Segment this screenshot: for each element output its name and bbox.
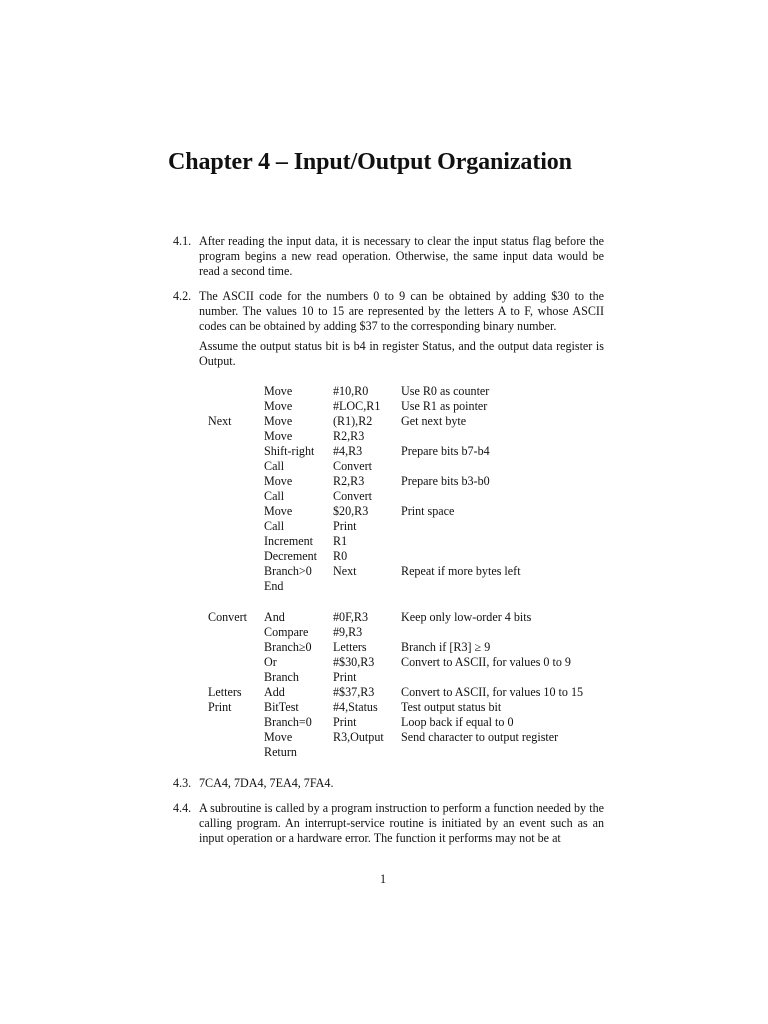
problem-paragraph: The ASCII code for the numbers 0 to 9 can be obtained by adding $30 to the number. The values 10 to 15 are represented by the letters A to F, whose ASCII codes can be obtained by adding $37 to the corresponding binary number. [199, 289, 604, 333]
code-operands: Print [333, 715, 357, 729]
code-operands: #9,R3 [333, 625, 363, 639]
code-opcode: Increment [264, 534, 314, 548]
code-operands: Letters [333, 640, 367, 654]
problem-number: 4.1. [173, 234, 192, 248]
code-label: Letters [208, 685, 242, 699]
code-comment: Send character to output register [401, 730, 559, 744]
code-opcode: Call [264, 459, 285, 473]
code-opcode: Branch=0 [264, 715, 312, 729]
code-opcode: Move [264, 730, 293, 744]
code-comment: Loop back if equal to 0 [401, 715, 514, 729]
code-operands: #$37,R3 [333, 685, 375, 699]
problem-paragraph: After reading the input data, it is necessary to clear the input status flag before the program begins a new read operation. Otherwise, the same input data would be read a second time. [199, 234, 604, 278]
code-opcode: Compare [264, 625, 309, 639]
code-comment: Use R1 as pointer [401, 399, 488, 413]
code-comment: Branch if [R3] ≥ 9 [401, 640, 491, 654]
problem-number: 4.4. [173, 801, 192, 815]
code-operands: R2,R3 [333, 474, 365, 488]
code-operands: #4,Status [333, 700, 378, 714]
code-operands: Print [333, 519, 357, 533]
code-opcode: Branch≥0 [264, 640, 312, 654]
code-comment: Repeat if more bytes left [401, 564, 521, 578]
code-operands: #4,R3 [333, 444, 363, 458]
code-label: Print [208, 700, 232, 714]
page-number: 1 [380, 872, 387, 886]
code-operands: #LOC,R1 [333, 399, 381, 413]
code-operands: Convert [333, 459, 372, 473]
code-comment: Test output status bit [401, 700, 502, 714]
problem-paragraph: A subroutine is called by a program instruction to perform a function needed by the calling program. An interrupt-service routine is initiated by an event such as an input operation or a hardware error. The function it performs may not be at [199, 801, 604, 845]
problem-body [199, 289, 604, 369]
code-comment: Keep only low-order 4 bits [401, 610, 532, 624]
code-comment: Print space [401, 504, 455, 518]
problem-body [199, 776, 604, 791]
code-operands: #10,R0 [333, 384, 369, 398]
problem-number: 4.3. [173, 776, 192, 790]
code-comment: Prepare bits b3-b0 [401, 474, 490, 488]
code-opcode: BitTest [264, 700, 299, 714]
code-operands: (R1),R2 [333, 414, 373, 428]
code-operands: R0 [333, 549, 348, 563]
code-opcode: Move [264, 504, 293, 518]
code-opcode: Call [264, 519, 285, 533]
code-comment: Prepare bits b7-b4 [401, 444, 490, 458]
code-opcode: And [264, 610, 285, 624]
code-operands: Convert [333, 489, 372, 503]
code-comment: Get next byte [401, 414, 467, 428]
code-label: Next [208, 414, 232, 428]
code-opcode: End [264, 579, 284, 593]
code-comment: Convert to ASCII, for values 0 to 9 [401, 655, 571, 669]
code-operands: #0F,R3 [333, 610, 368, 624]
code-operands: $20,R3 [333, 504, 369, 518]
code-opcode: Decrement [264, 549, 318, 563]
code-opcode: Move [264, 414, 293, 428]
code-opcode: Branch>0 [264, 564, 312, 578]
code-comment: Convert to ASCII, for values 10 to 15 [401, 685, 584, 699]
code-opcode: Return [264, 745, 297, 759]
code-opcode: Move [264, 429, 293, 443]
code-opcode: Add [264, 685, 285, 699]
code-opcode: Move [264, 399, 293, 413]
code-operands: R1 [333, 534, 348, 548]
code-operands: Print [333, 670, 357, 684]
code-opcode: Branch [264, 670, 299, 684]
code-opcode: Or [264, 655, 277, 669]
code-opcode: Call [264, 489, 285, 503]
code-operands: #$30,R3 [333, 655, 375, 669]
problem-paragraph: Assume the output status bit is b4 in register Status, and the output data register is Output. [199, 339, 604, 368]
code-operands: R3,Output [333, 730, 384, 744]
problem-body [199, 234, 604, 279]
problem-body [199, 801, 604, 846]
code-label: Convert [208, 610, 247, 624]
code-comment: Use R0 as counter [401, 384, 490, 398]
code-operands: R2,R3 [333, 429, 365, 443]
code-operands: Next [333, 564, 357, 578]
code-opcode: Move [264, 474, 293, 488]
chapter-title: Chapter 4 – Input/Output Organization [168, 149, 572, 175]
code-opcode: Shift-right [264, 444, 315, 458]
problem-paragraph: 7CA4, 7DA4, 7EA4, 7FA4. [199, 776, 334, 790]
code-opcode: Move [264, 384, 293, 398]
problem-number: 4.2. [173, 289, 192, 303]
